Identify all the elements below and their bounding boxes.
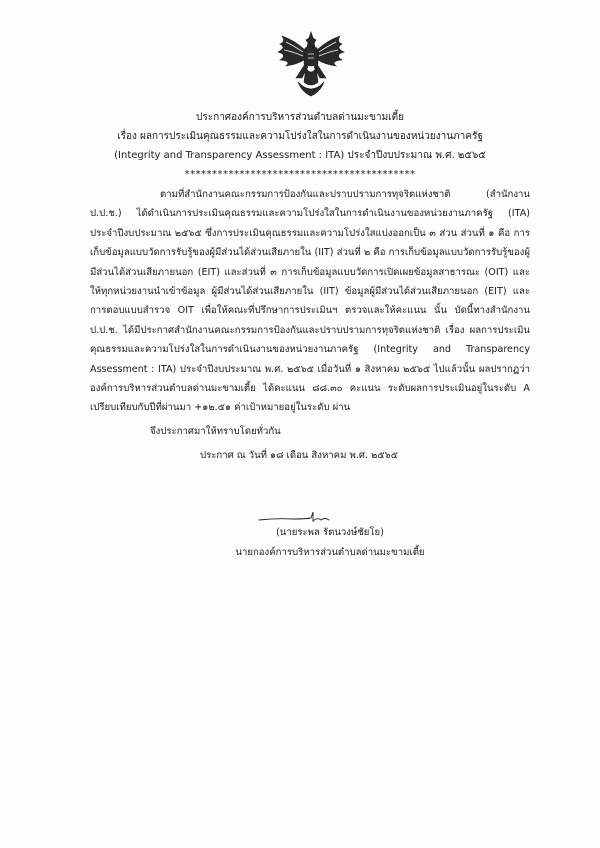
signer-title: นายกองค์การบริหารส่วนตำบลด่านมะขามเตี้ย	[235, 547, 425, 558]
signer-name: (นายระพล รัตนวงษ์ชัยโย)	[276, 527, 384, 538]
separator-line: ******************************************	[184, 169, 416, 180]
closing-paragraph: จึงประกาศมาให้ทราบโดยทั่วกัน	[150, 426, 281, 437]
announcement-date: ประกาศ ณ วันที่ ๑๘ เดือน สิงหาคม พ.ศ. ๒๕๖๕	[200, 450, 398, 461]
handwritten-signature	[255, 508, 345, 526]
announcement-title: ประกาศองค์การบริหารส่วนตำบลด่านมะขามเตี้ย	[196, 112, 404, 123]
announcement-subject: เรื่อง ผลการประเมินคุณธรรมและความโปร่งใสในการดำเนินงานของหน่วยงานภาครัฐ	[117, 131, 483, 142]
body-paragraph: ตามที่สำนักงานคณะกรรมการป้องกันและปราบปรามการทุจริตแห่งชาติ (สำนักงาน ป.ป.ช.) ได้ดำเนินการประเมินคุณธรรมและความโปร่งใสในการดำเนินงานของหน่วยงานภาครัฐ (ITA) ประจำปีงบประมาณ ๒๕๖๕ ซึ่งการประเมินคุณธรรมและความโปร่งใสแบ่งออกเป็น ๓ ส่วน ส่วนที่ ๑ คือ การเก็บข้อมูลแบบวัดการรับรู้ของผู้มีส่วนได้ส่วนเสียภายใน (IIT) ส่วนที่ ๒ คือ การเก็บข้อมูลแบบวัดการรับรู้ของผู้มีส่วนได้ส่วนเสียภายนอก (EIT) และส่วนที่ ๓ การเก็บข้อมูลแบบวัดการเปิดเผยข้อมูลสาธารณะ (OIT) และให้ทุกหน่วยงานนำเข้าข้อมูล ผู้มีส่วนได้ส่วนเสียภายใน (IIT) ข้อมูลผู้มีส่วนได้ส่วนเสียภายนอก (EIT) และการตอบแบบสำรวจ OIT เพื่อให้คณะที่ปรึกษาการประเมินฯ ตรวจและให้คะแนน นั้น บัดนี้ทางสำนักงานป.ป.ช. ได้มีประกาศสำนักงานคณะกรรมการป้องกันและปราบปรามการทุจริตแห่งชาติ เรื่อง ผลการประเมินคุณธรรมและความโปร่งใสในการดำเนินงานของหน่วยงานภาครัฐ (Integrity and Transparency Assessment : ITA) ประจำปีงบประมาณ พ.ศ. ๒๕๖๕ เมื่อวันที่ ๑ สิงหาคม ๒๕๖๕ ไปแล้วนั้น ผลปรากฏว่าองค์การบริหารส่วนตำบลด่านมะขามเตี้ย ได้คะแนน ๘๘.๓๐ คะแนน ระดับผลการประเมินอยู่ในระดับ A เปรียบเทียบกับปีที่ผ่านมา +๑๒.๕๑ ค่าเป้าหมายอยู่ในระดับ ผ่าน	[90, 189, 530, 414]
announcement-subject-english: (Integrity and Transparency Assessment : ITA) ประจำปีงบประมาณ พ.ศ. ๒๕๖๕	[114, 150, 486, 161]
garuda-emblem-icon	[272, 30, 350, 100]
